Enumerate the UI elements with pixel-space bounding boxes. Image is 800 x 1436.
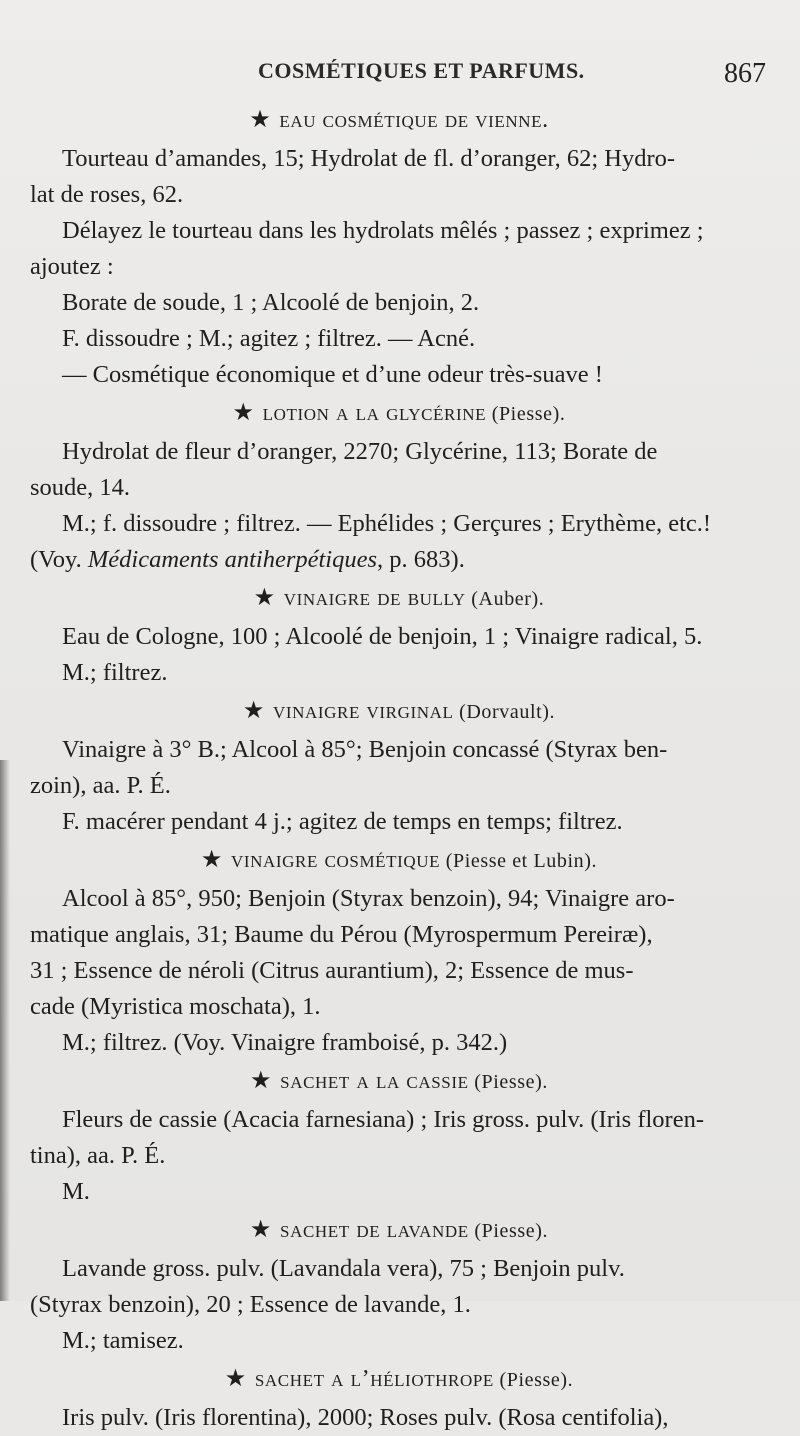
- page-body: [30, 100, 768, 1436]
- recipe-title: [30, 100, 768, 141]
- recipe-title: [30, 393, 768, 434]
- text-line: (Voy. Médicaments antiherpétiques, p. 683).: [30, 546, 465, 573]
- recipe-title: [30, 840, 768, 881]
- text-line: Vinaigre à 3° B.; Alcool à 85°; Benjoin concassé (Styrax ben-: [62, 736, 668, 763]
- text-line: ajoutez :: [30, 253, 114, 280]
- recipe-author: (Piesse).: [491, 403, 566, 425]
- recipe-title: [30, 1210, 768, 1251]
- star-icon: ★: [249, 107, 272, 133]
- text-line: soude, 14.: [30, 474, 131, 501]
- star-icon: ★: [232, 400, 255, 426]
- recipe-entry: [30, 578, 768, 691]
- text-line: M.; filtrez.: [62, 659, 168, 686]
- recipe-author: (Piesse).: [499, 1369, 574, 1391]
- text-line: Iris pulv. (Iris florentina), 2000; Roses pulv. (Rosa centifolia),: [62, 1404, 669, 1431]
- text-line: lat de roses, 62.: [30, 181, 184, 208]
- text-line: Fleurs de cassie (Acacia farnesiana) ; Iris gross. pulv. (Iris floren-: [62, 1106, 704, 1133]
- recipe-name: vinaigre de bully: [283, 585, 466, 611]
- text-line: M.; f. dissoudre ; filtrez. — Ephélides ; Gerçures ; Erythème, etc.!: [62, 510, 712, 537]
- recipe-author: (Dorvault).: [459, 701, 556, 723]
- recipe-entry: [30, 1210, 768, 1359]
- text-line: Délayez le tourteau dans les hydrolats mêlés ; passez ; exprimez ;: [62, 217, 704, 244]
- recipe-title: [30, 578, 768, 619]
- star-icon: ★: [242, 698, 265, 724]
- star-icon: ★: [224, 1366, 247, 1392]
- star-icon: ★: [200, 847, 224, 873]
- star-icon: ★: [249, 1217, 273, 1243]
- text-line: F. macérer pendant 4 j.; agitez de temps en temps; filtrez.: [62, 808, 623, 835]
- text-line: Eau de Cologne, 100 ; Alcoolé de benjoin, 1 ; Vinaigre radical, 5.: [62, 623, 703, 650]
- binding-shadow: [0, 760, 10, 1301]
- recipe-name: sachet a l’héliothrope: [254, 1366, 494, 1392]
- recipe-entry: [30, 393, 768, 578]
- recipe-entry: [30, 840, 768, 1061]
- recipe-title: [30, 1061, 768, 1102]
- recipe-author: (Piesse).: [474, 1071, 548, 1093]
- star-icon: ★: [250, 1068, 273, 1094]
- recipe-name: vinaigre cosmétique: [231, 847, 441, 873]
- star-icon: ★: [253, 585, 276, 611]
- text-line: cade (Myristica moschata), 1.: [30, 993, 321, 1020]
- recipe-entry: [30, 100, 768, 393]
- text-line: — Cosmétique économique et d’une odeur très-suave !: [62, 361, 603, 388]
- text-line: Lavande gross. pulv. (Lavandala vera), 75 ; Benjoin pulv.: [62, 1255, 625, 1282]
- text-line: 31 ; Essence de néroli (Citrus aurantium), 2; Essence de mus-: [30, 957, 634, 984]
- recipe-author: (Piesse et Lubin).: [445, 850, 598, 872]
- recipe-name: sachet a la cassie: [280, 1068, 469, 1094]
- recipe-title: [30, 1359, 768, 1400]
- text-line: (Styrax benzoin), 20 ; Essence de lavande, 1.: [30, 1291, 471, 1318]
- page-number: 867: [724, 58, 766, 89]
- recipe-name: vinaigre virginal: [272, 698, 454, 724]
- text-line: Alcool à 85°, 950; Benjoin (Styrax benzoin), 94; Vinaigre aro-: [62, 885, 675, 912]
- recipe-name: lotion a la glycérine: [262, 400, 487, 426]
- text-line: Hydrolat de fleur d’oranger, 2270; Glycérine, 113; Borate de: [62, 438, 658, 465]
- running-title: COSMÉTIQUES ET PARFUMS.: [258, 58, 585, 83]
- text-line: zoin), aa. P. É.: [30, 772, 171, 799]
- text-line: Tourteau d’amandes, 15; Hydrolat de fl. d’oranger, 62; Hydro-: [62, 145, 676, 172]
- recipe-author: (Piesse).: [474, 1220, 549, 1242]
- recipe-entry: [30, 1359, 768, 1436]
- text-line: tina), aa. P. É.: [30, 1142, 166, 1169]
- recipe-name: eau cosmétique de vienne.: [279, 107, 549, 133]
- recipe-entry: [30, 1061, 768, 1210]
- cross-reference: Médicaments antiherpétiques: [87, 546, 378, 573]
- text-line: M.; filtrez. (Voy. Vinaigre framboisé, p. 342.): [62, 1029, 508, 1056]
- text-line: M.; tamisez.: [62, 1327, 184, 1354]
- page-header: [0, 58, 800, 98]
- recipe-name: sachet de lavande: [280, 1217, 469, 1243]
- text-line: matique anglais, 31; Baume du Pérou (Myrospermum Pereiræ),: [30, 921, 653, 948]
- recipe-author: (Auber).: [471, 588, 545, 610]
- text-line: F. dissoudre ; M.; agitez ; filtrez. — Acné.: [62, 325, 476, 352]
- text-line: M.: [62, 1178, 90, 1205]
- recipe-title: [30, 691, 768, 732]
- recipe-entry: [30, 691, 768, 840]
- text-line: Borate de soude, 1 ; Alcoolé de benjoin, 2.: [62, 289, 480, 316]
